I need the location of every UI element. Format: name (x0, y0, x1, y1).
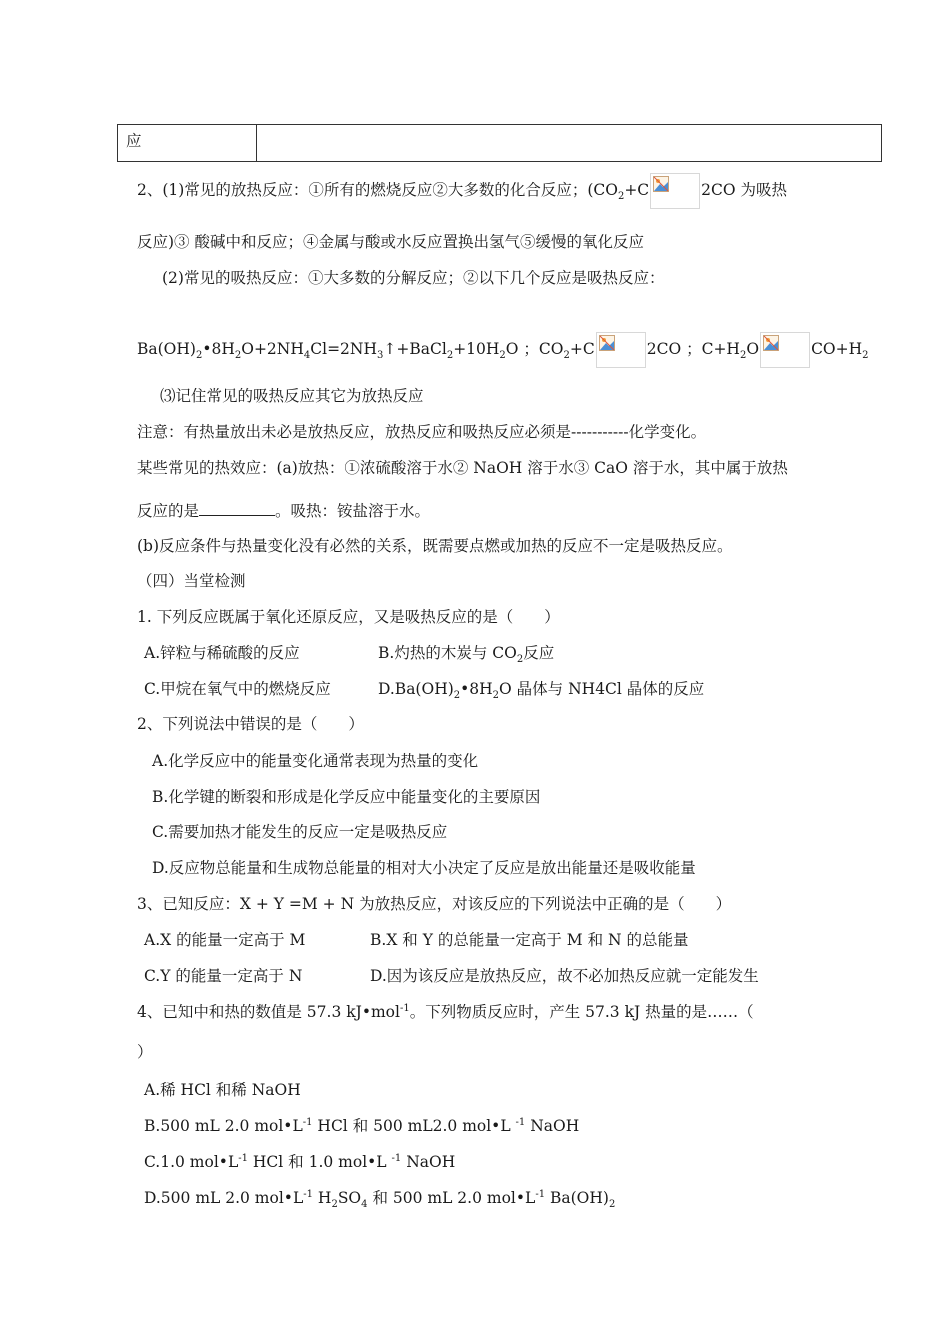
equation-image-placeholder (650, 173, 700, 209)
q2-option-d: D.反应物总能量和生成物总能量的相对大小决定了反应是放出能量还是吸收能量 (152, 859, 696, 877)
q1-option-c: C.甲烷在氧气中的燃烧反应 (144, 680, 331, 698)
q3-stem: 3、已知反应：X + Y =M + N 为放热反应，对该反应的下列说法中正确的是（ ） (137, 895, 732, 913)
condition-note: (b)反应条件与热量变化没有必然的关系，既需要点燃或加热的反应不一定是吸热反应。 (137, 537, 733, 555)
endothermic-equations: $Ba(OH)_2•8H_2O+2NH_4Cl=2NH_3↑+BaCl_2+10H_2O$ ；$CO_2+C$ 2CO ；$C+H_2O$ $CO+H_2$ (137, 332, 869, 368)
q2-stem: 2、下列说法中错误的是（ ） (137, 715, 364, 733)
q3-option-c: C.Y 的能量一定高于 N (144, 967, 303, 985)
q2-option-c: C.需要加热才能发生的反应一定是吸热反应 (152, 823, 448, 841)
table-cell-label: 应 (118, 125, 257, 161)
q1-option-a: A.锌粒与稀硫酸的反应 (144, 644, 300, 662)
equation-image-placeholder (596, 332, 646, 368)
note-line: 注意：有热量放出未必是放热反应，放热反应和吸热反应必须是-----------化学变化。 (137, 423, 707, 441)
q3-option-a: A.X 的能量一定高于 M (144, 931, 306, 949)
q4-option-a: A.稀 HCl 和稀 NaOH (144, 1081, 301, 1099)
q1-option-d: $D.Ba(OH)_2•8H_2O$ 晶体与 NH4Cl 晶体的反应 (378, 680, 705, 702)
broken-image-icon (763, 335, 779, 351)
exothermic-line-cont: 反应)③ 酸碱中和反应；④金属与酸或水反应置换出氢气⑤缓慢的氧化反应 (137, 233, 644, 251)
heat-effect-line-cont: 反应的是 。吸热：铵盐溶于水。 (137, 499, 430, 521)
q2-option-b: B.化学键的断裂和形成是化学反应中能量变化的主要原因 (152, 788, 541, 806)
q4-stem: 4、已知中和热的数值是 57.3 kJ•mol$^{-1}$。下列物质反应时，产生 57.3 kJ 热量的是……（ (137, 1002, 754, 1021)
q1-stem: 1. 下列反应既属于氧化还原反应，又是吸热反应的是（ ） (137, 608, 560, 626)
q3-option-d: D.因为该反应是放热反应，故不必加热反应就一定能发生 (370, 967, 759, 985)
answer-blank (199, 499, 275, 516)
q4-option-c: C.1.0 $mol•L^{-1}$ HCl 和 1.0 mol•L $^{-1}$ NaOH (144, 1152, 456, 1171)
q4-stem-cont: ） (137, 1043, 153, 1061)
q4-option-b: B.500 mL 2.0 $mol•L^{-1}$ HCl 和 500 mL2.0 mol•L $^{-1}$ NaOH (144, 1116, 580, 1135)
broken-image-icon (653, 176, 669, 192)
heat-effect-line: 某些常见的热效应：(a)放热：①浓硫酸溶于水② NaOH 溶于水③ CaO 溶于水，其中属于放热 (137, 459, 788, 477)
broken-image-icon (599, 335, 615, 351)
memory-tip: ⑶记住常见的吸热反应其它为放热反应 (160, 387, 424, 405)
equation-image-placeholder (760, 332, 810, 368)
section-title: （四）当堂检测 (137, 572, 246, 590)
q1-option-b: B.灼热的木炭与 $CO_2$反应 (378, 644, 555, 666)
exothermic-line: 2、(1)常见的放热反应：①所有的燃烧反应②大多数的化合反应；($CO_2+C$ 2CO 为吸热 (137, 173, 787, 209)
top-table (117, 124, 882, 162)
q4-option-d: D.500 mL 2.0 $mol•L^{-1}$ $H_2SO_4$ 和 500 mL 2.0 $mol•L^{-1}$ $Ba(OH)_2$ (144, 1188, 616, 1211)
q2-option-a: A.化学反应中的能量变化通常表现为热量的变化 (152, 752, 479, 770)
q3-option-b: B.X 和 Y 的总能量一定高于 M 和 N 的总能量 (370, 931, 689, 949)
table-cell-empty (257, 125, 881, 161)
endothermic-heading: (2)常见的吸热反应：①大多数的分解反应；②以下几个反应是吸热反应： (162, 269, 665, 287)
